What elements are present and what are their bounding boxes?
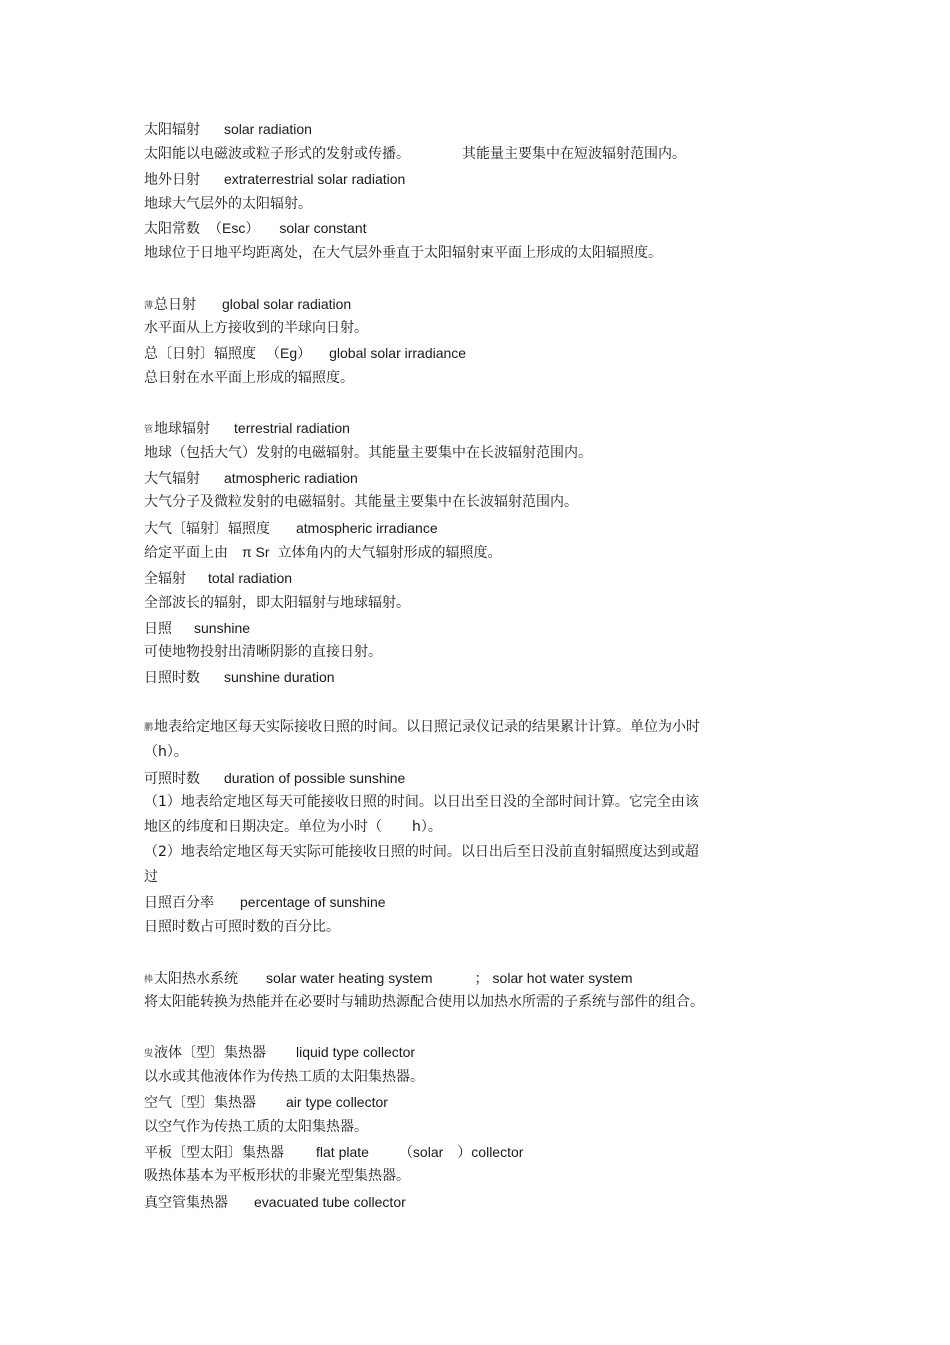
def-extraterrestrial [144, 194, 744, 214]
term-en: ）collector [457, 1144, 524, 1160]
term-cn: 大气辐射 [144, 471, 200, 487]
def-text: 给定平面上由 [144, 545, 228, 561]
term-cn: 日照 [144, 621, 172, 637]
term-cn: 总〔日射〕辐照度 [144, 346, 256, 362]
term-atmospheric-irradiance [144, 518, 744, 538]
term-en: percentage of sunshine [240, 894, 386, 910]
def-text: 大气分子及微粒发射的电磁辐射。其能量主要集中在长波辐射范围内。 [144, 494, 578, 510]
def-text: 以空气作为传热工质的太阳集热器。 [144, 1119, 368, 1135]
def-air-collector [144, 1117, 744, 1137]
term-air-collector [144, 1092, 744, 1112]
term-sunshine-duration [144, 667, 744, 687]
term-flat-plate-collector [144, 1142, 744, 1162]
def-text: h）。 [412, 819, 442, 835]
def-atmospheric-irradiance [144, 542, 744, 562]
def-text: 全部波长的辐射，即太阳辐射与地球辐射。 [144, 595, 410, 611]
term-cn: 太阳常数 [144, 221, 200, 237]
def-text: 日照时数占可照时数的百分比。 [144, 919, 340, 935]
def-sunshine-duration [144, 717, 744, 737]
term-en: air type collector [286, 1094, 388, 1110]
def-text: （h）。 [144, 744, 188, 760]
term-separator: ； [474, 971, 489, 987]
def-sunshine [144, 642, 744, 662]
term-en: sunshine duration [224, 669, 335, 685]
term-cn: 平板〔型太阳〕集热器 [144, 1145, 284, 1161]
term-en: solar water heating system [266, 970, 433, 986]
def-text: 太阳能以电磁波或粒子形式的发射或传播。 [144, 146, 410, 162]
term-cn: 全辐射 [144, 571, 186, 587]
def-flat-plate-collector [144, 1166, 744, 1186]
term-percentage-sunshine [144, 892, 744, 912]
term-en: extraterrestrial solar radiation [224, 171, 406, 187]
term-en: terrestrial radiation [234, 420, 350, 436]
def-text: 地球位于日地平均距离处，在大气层外垂直于太阳辐射束平面上形成的太阳辐照度。 [144, 245, 662, 261]
term-total-radiation [144, 568, 744, 588]
term-extraterrestrial [144, 169, 744, 189]
term-possible-sunshine [144, 768, 744, 788]
term-en: （solar [398, 1144, 444, 1160]
term-cn: 总日射 [154, 297, 197, 313]
term-en: global solar irradiance [329, 345, 467, 361]
def-sunshine-duration-cont [144, 742, 744, 762]
def-text: 地球大气层外的太阳辐射。 [144, 196, 312, 212]
term-cn: 日照百分率 [144, 895, 214, 911]
def-text: 可使地物投射出清晰阴影的直接日射。 [144, 644, 382, 660]
term-en: atmospheric radiation [224, 470, 358, 486]
def-possible-sunshine-1-cont [144, 817, 744, 837]
def-text: 地球（包括大气）发射的电磁辐射。其能量主要集中在长波辐射范围内。 [144, 445, 592, 461]
term-en: global solar radiation [222, 296, 352, 312]
def-global-radiation [144, 318, 744, 338]
def-possible-sunshine-1 [144, 792, 744, 812]
term-solar-radiation [144, 119, 744, 139]
def-text: （2）地表给定地区每天实际可能接收日照的时间。以日出后至日没前直射辐照度达到或超 [144, 844, 699, 860]
term-atmospheric [144, 468, 744, 488]
def-text: 过 [144, 869, 158, 885]
def-text: 其能量主要集中在短波辐射范围内。 [462, 146, 686, 162]
def-symbol: π Sr [242, 544, 270, 560]
term-abbr: （Eg） [266, 345, 312, 361]
term-cn: 太阳热水系统 [154, 971, 239, 987]
def-solar-radiation [144, 144, 744, 164]
def-terrestrial [144, 443, 744, 463]
margin-mark: 叟 [144, 1049, 154, 1059]
margin-mark: 管 [144, 425, 154, 435]
term-en: sunshine [194, 620, 251, 636]
term-cn: 地球辐射 [154, 421, 211, 437]
def-solar-constant [144, 243, 744, 263]
term-en: duration of possible sunshine [224, 770, 406, 786]
margin-mark: 鹏 [144, 723, 154, 733]
def-global-irradiance [144, 368, 744, 388]
def-text: 总日射在水平面上形成的辐照度。 [144, 370, 354, 386]
def-water-heating-system [144, 992, 744, 1012]
term-en: total radiation [208, 570, 293, 586]
term-sunshine [144, 618, 744, 638]
term-cn: 可照时数 [144, 771, 200, 787]
def-percentage-sunshine [144, 917, 744, 937]
def-liquid-collector [144, 1067, 744, 1087]
term-en: solar hot water system [492, 970, 633, 986]
term-cn: 太阳辐射 [144, 122, 200, 138]
def-text: 吸热体基本为平板形状的非聚光型集热器。 [144, 1168, 410, 1184]
term-en: solar constant [279, 220, 367, 236]
term-cn: 日照时数 [144, 670, 200, 686]
margin-mark: 棒 [144, 975, 154, 985]
term-en: solar radiation [224, 121, 312, 137]
term-cn: 地外日射 [144, 172, 200, 188]
def-text: 立体角内的大气辐射形成的辐照度。 [277, 545, 502, 561]
term-en: atmospheric irradiance [296, 520, 438, 536]
term-solar-constant [144, 218, 744, 238]
def-possible-sunshine-2 [144, 842, 744, 862]
def-atmospheric [144, 492, 744, 512]
term-cn: 液体〔型〕集热器 [154, 1045, 267, 1061]
term-abbr: （Esc） [208, 220, 260, 236]
def-text: 将太阳能转换为热能并在必要时与辅助热源配合使用以加热水所需的子系统与部件的组合。 [144, 994, 704, 1010]
def-possible-sunshine-2-cont [144, 867, 744, 887]
term-water-heating-system [144, 968, 744, 988]
def-text: （1）地表给定地区每天可能接收日照的时间。以日出至日没的全部时间计算。它完全由该 [144, 794, 699, 810]
def-text: 水平面从上方接收到的半球向日射。 [144, 320, 368, 336]
term-global-radiation [144, 294, 744, 314]
term-liquid-collector [144, 1042, 744, 1062]
def-text: 地表给定地区每天实际接收日照的时间。以日照记录仪记录的结果累计计算。单位为小时 [154, 719, 701, 735]
term-global-irradiance [144, 343, 744, 363]
term-en: liquid type collector [296, 1044, 416, 1060]
term-cn: 真空管集热器 [144, 1195, 228, 1211]
term-cn: 大气〔辐射〕辐照度 [144, 521, 270, 537]
margin-mark: 薄 [144, 301, 154, 311]
term-en: evacuated tube collector [254, 1194, 406, 1210]
def-total-radiation [144, 593, 744, 613]
term-en: flat plate [316, 1144, 369, 1160]
term-evacuated-tube-collector [144, 1192, 744, 1212]
term-cn: 空气〔型〕集热器 [144, 1095, 256, 1111]
def-text: 以水或其他液体作为传热工质的太阳集热器。 [144, 1069, 424, 1085]
def-text: 地区的纬度和日期决定。单位为小时（ [144, 819, 382, 835]
term-terrestrial [144, 418, 744, 438]
